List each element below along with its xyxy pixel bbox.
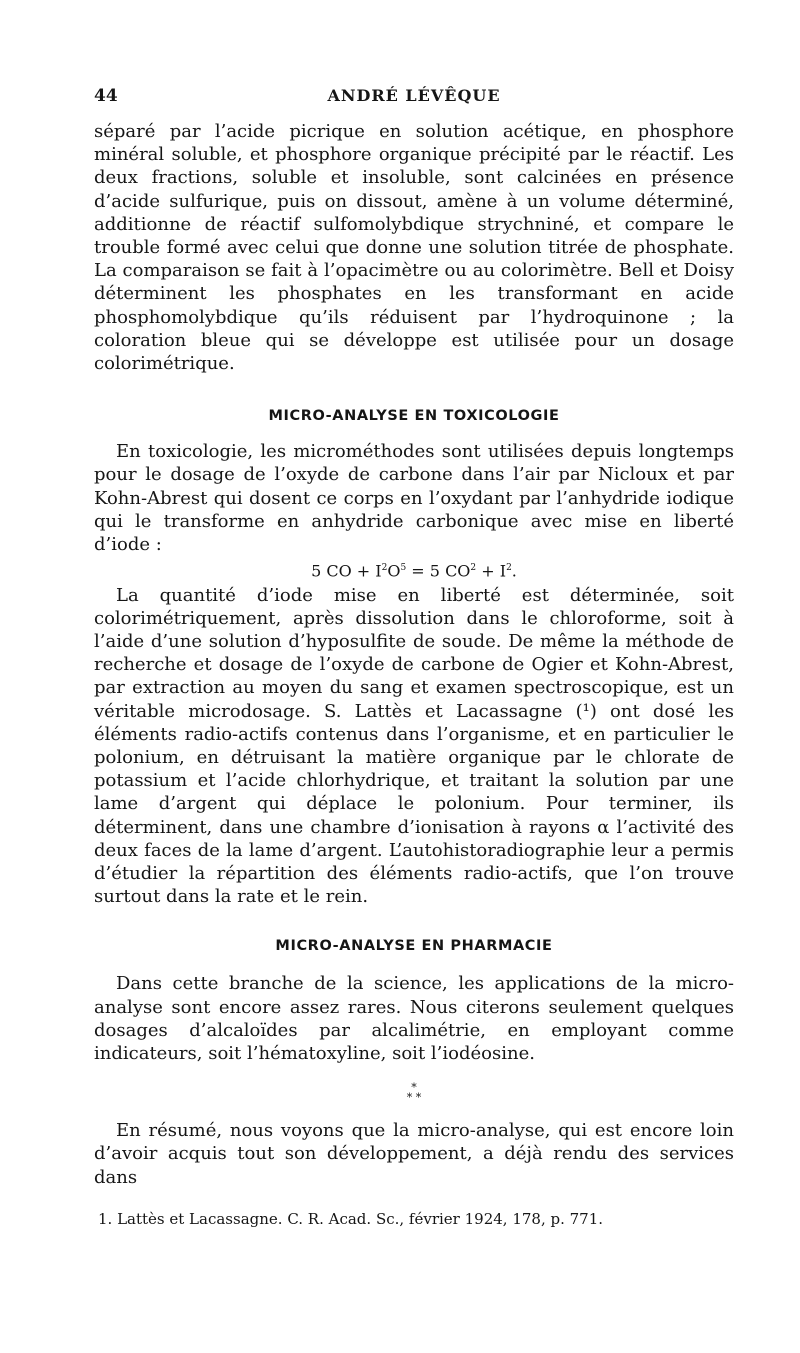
section-heading-toxicologie: MICRO-ANALYSE EN TOXICOLOGIE — [268, 408, 560, 425]
running-head: ANDRÉ LÉVÊQUE — [327, 86, 501, 105]
asterism-ornament: * * * — [406, 1081, 422, 1105]
paragraph-phosphore: séparé par l’acide picrique en solution acétique, en phosphore minéral soluble, et phosphore organique précipité par le réactif. Les deux fractions, soluble et insoluble, sont calcinées en présence d’acide sulfurique, puis on dissout, amène à un volume déterminé, additionne de réactif sulfomolybdique strychniné, et compare le trouble formé avec celui que donne une solution titrée de phosphate. La comparaison se fait à l’opacimètre ou au colorimètre. Bell et Doisy déterminent les phosphates en les transformant en acide phosphomolybdique qu’ils réduisent par l’hydroquinone ; la coloration bleue qui se développe est utilisée pour un dosage colorimétrique. — [94, 121, 734, 375]
chemical-equation: 5 CO + $I^2O^5 = 5$ $CO^2 + I^2$. — [311, 561, 517, 581]
paragraph-resume: En résumé, nous voyons que la micro-analyse, qui est encore loin d’avoir acquis tout son développement, a déjà rendu des services dans — [94, 1120, 734, 1188]
page-number: 44 — [94, 86, 118, 106]
page-header — [94, 86, 734, 110]
page-body — [94, 120, 734, 1229]
section-heading-pharmacie: MICRO-ANALYSE EN PHARMACIE — [275, 938, 553, 955]
paragraph-toxicologie: En toxicologie, les microméthodes sont utilisées depuis longtemps pour le dosage de l’oxyde de carbone dans l’air par Nicloux et par Kohn-Abrest qui dosent ce corps en l’oxydant par l’anhydride iodique qui le transforme en anhydride carbonique avec mise en liberté d’iode : — [94, 441, 734, 556]
footnote: 1. Lattès et Lacassagne. C. R. Acad. Sc., février 1924, 178, p. 771. — [98, 1209, 604, 1228]
paragraph-pharmacie: Dans cette branche de la science, les applications de la micro-analyse sont encore assez rares. Nous citerons seulement quelques dosages d’alcaloïdes par alcalimétrie, en employant comme indicateurs, soit l’hématoxyline, soit l’iodéosine. — [94, 973, 734, 1065]
paragraph-iode: La quantité d’iode mise en liberté est déterminée, soit colorimétriquement, après dissolution dans le chloroforme, soit à l’aide d’une solution d’hyposulfite de soude. De même la méthode de recherche et dosage de l’oxyde de carbone de Ogier et Kohn-Abrest, par extraction au moyen du sang et examen spectroscopique, est un véritable microdosage. S. Lattès et Lacassagne (¹) ont dosé les éléments radio-actifs contenus dans l’organisme, et en particulier le polonium, en détruisant la matière organique par le chlorate de potassium et l’acide chlorhydrique, et traitant la solution par une lame d’argent qui déplace le polonium. Pour terminer, ils déterminent, dans une chambre d’ionisation à rayons α l’activité des deux faces de la lame d’argent. L’autohistoradiographie leur a permis d’étudier la répartition des éléments radio-actifs, que l’on trouve surtout dans la rate et le rein. — [94, 584, 734, 908]
